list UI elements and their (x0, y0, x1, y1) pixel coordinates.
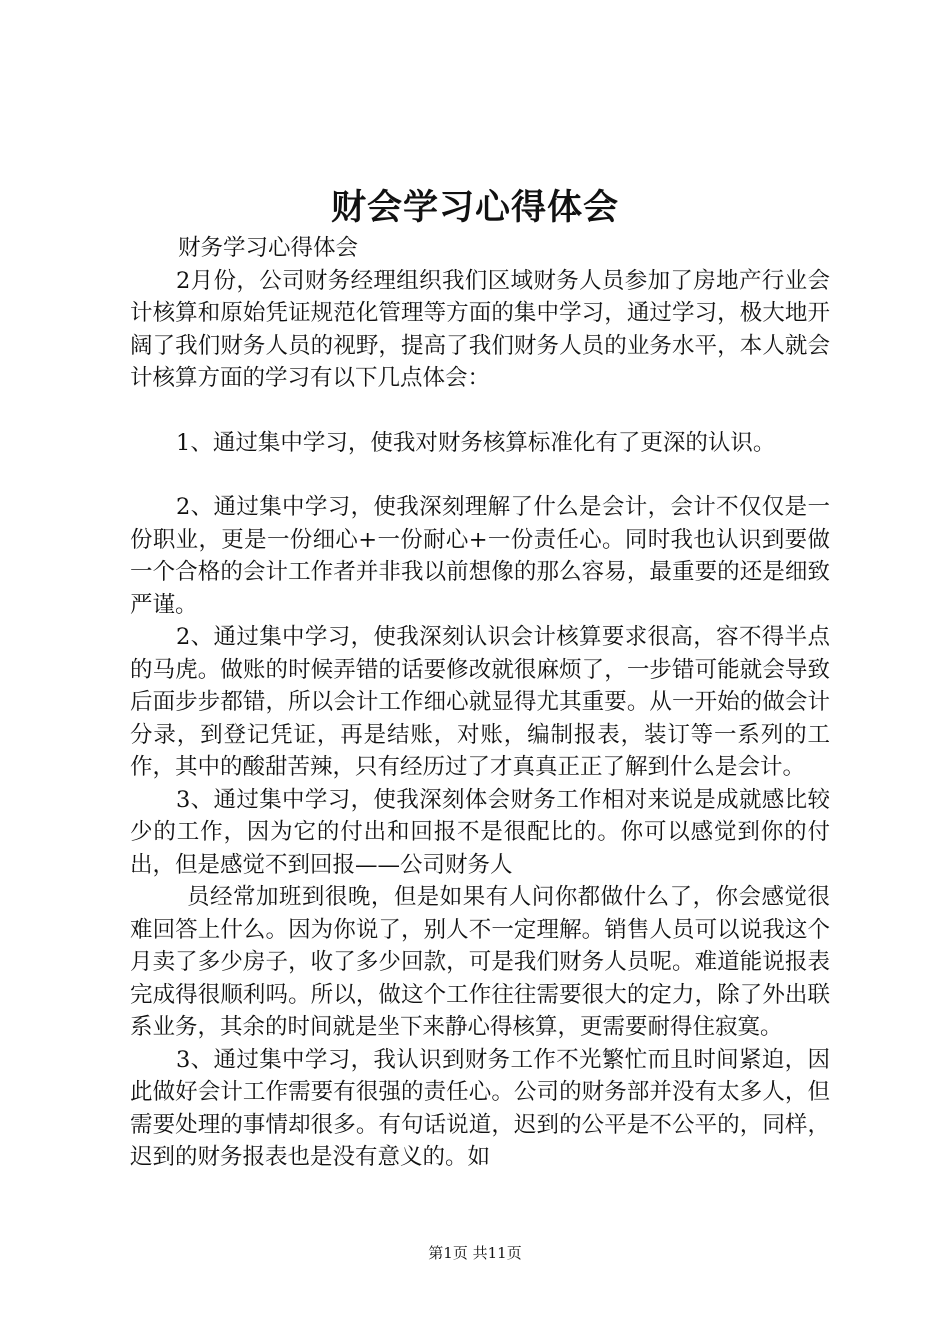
document-subtitle: 财务学习心得体会 (178, 235, 359, 261)
paragraph-point-2b: 2、通过集中学习，使我深刻认识会计核算要求很高，容不得半点的马虎。做账的时候弄错的话要修改就很麻烦了，一步错可能就会导致后面步步都错，所以会计工作细心就显得尤其重要。从一开始的做会计分录，到登记凭证，再是结账，对账，编制报表，装订等一系列的工作，其中的酸甜苦辣，只有经历过了才真真正正了解到什么是会计。 (130, 624, 830, 780)
paragraph-continuation: 员经常加班到很晚，但是如果有人问你都做什么了，你会感觉很难回答上什么。因为你说了，别人不一定理解。销售人员可以说我这个月卖了多少房子，收了多少回款，可是我们财务人员呢。难道能说报表完成得很顺利吗。所以，做这个工作往往需要很大的定力，除了外出联系业务，其余的时间就是坐下来静心得核算，更需要耐得住寂寞。 (130, 884, 830, 1040)
document-body (130, 232, 830, 1174)
paragraph-spacer (130, 395, 830, 427)
paragraph-point-3b: 3、通过集中学习，我认识到财务工作不光繁忙而且时间紧迫，因此做好会计工作需要有很强的责任心。公司的财务部并没有太多人，但需要处理的事情却很多。有句话说道，迟到的公平是不公平的，同样，迟到的财务报表也是没有意义的。如 (130, 1046, 830, 1170)
page-number-footer: 第1页 共11页 (428, 1244, 522, 1262)
paragraph-point-3a: 3、通过集中学习，使我深刻体会财务工作相对来说是成就感比较少的工作，因为它的付出和回报不是很配比的。你可以感觉到你的付出，但是感觉不到回报——公司财务人 (130, 786, 830, 878)
paragraph-spacer (130, 459, 830, 491)
document-title: 财会学习心得体会 (330, 187, 619, 228)
paragraph-point-1: 1、通过集中学习，使我对财务核算标准化有了更深的认识。 (176, 429, 776, 456)
paragraph-point-2a: 2、通过集中学习，使我深刻理解了什么是会计，会计不仅仅是一份职业，更是一份细心+一份耐心+一份责任心。同时我也认识到要做一个合格的会计工作者并非我以前想像的那么容易，最重要的还是细致严谨。 (130, 494, 830, 618)
paragraph-intro: 2月份，公司财务经理组织我们区域财务人员参加了房地产行业会计核算和原始凭证规范化管理等方面的集中学习，通过学习，极大地开阔了我们财务人员的视野，提高了我们财务人员的业务水平，本人就会计核算方面的学习有以下几点体会： (130, 267, 830, 391)
